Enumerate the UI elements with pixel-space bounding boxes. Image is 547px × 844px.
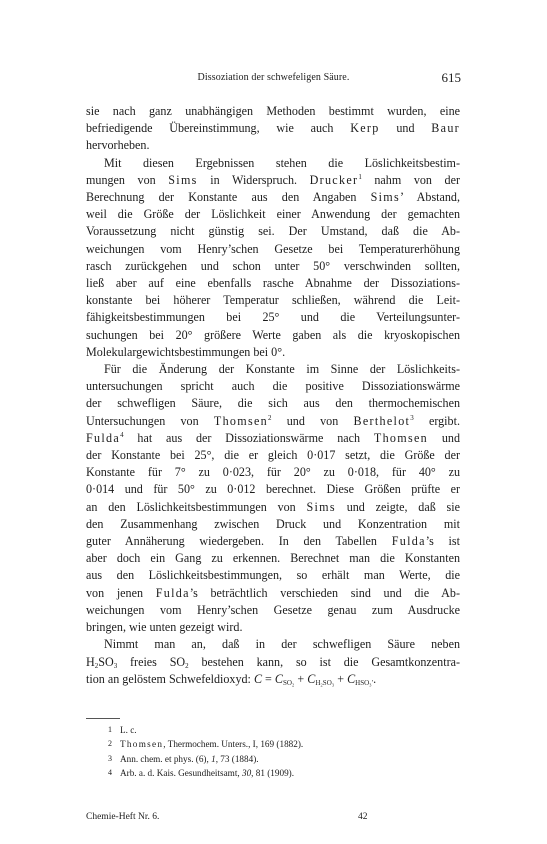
text-run: der schwefligen Säure, die sich aus den thermochemischen xyxy=(86,396,460,411)
italic-text: C xyxy=(274,671,283,686)
text-run: und xyxy=(428,430,460,445)
text-line xyxy=(86,413,460,430)
author-name: Berthelot xyxy=(353,413,411,428)
text-line xyxy=(86,378,460,395)
footnote-number: 2 xyxy=(108,739,112,749)
page-number: 615 xyxy=(441,70,461,85)
text-line xyxy=(86,619,460,636)
text-line xyxy=(86,275,460,292)
text-run: Ann. chem. et phys. (6), xyxy=(120,753,212,764)
text-run: L. c. xyxy=(120,725,137,735)
text-line xyxy=(86,395,460,412)
text-run: Für die Änderung der Konstante im Sinne der Löslichkeits- xyxy=(104,362,460,377)
text-run: sie nach ganz unabhängigen Methoden bestimmt wurden, eine xyxy=(86,104,460,118)
text-line xyxy=(86,464,460,481)
text-line xyxy=(86,137,460,154)
running-title: Dissoziation der schwefeligen Säure. xyxy=(197,72,350,83)
text-line xyxy=(86,671,460,688)
author-name: Sims xyxy=(306,499,336,514)
text-run: + xyxy=(334,671,348,686)
text-run: hervorheben. xyxy=(86,138,150,153)
text-line xyxy=(86,533,460,550)
footnote xyxy=(108,737,460,751)
text-run: weichungen vom Henry’schen Gesetze genau zum Ausdrucke xyxy=(86,602,460,617)
text-run: nahm von der xyxy=(361,172,460,187)
subscript: HSO₃′ xyxy=(355,678,374,687)
subscript: 3 xyxy=(113,661,118,670)
text-line xyxy=(86,361,460,378)
text-run: , Thermochem. Unters., I, 169 (1882). xyxy=(163,739,304,750)
text-run: freies SO xyxy=(117,654,186,669)
paragraph xyxy=(86,155,460,361)
subscript: H₂SO₃ xyxy=(315,678,335,687)
text-run: , 73 (1884). xyxy=(215,753,259,764)
text-run: aus den Löslichkeitsbestimmungen, so erhält man Werte, die xyxy=(86,568,460,583)
text-run: SO xyxy=(98,654,114,669)
text-line xyxy=(86,189,460,206)
author-name: Fulda xyxy=(155,585,190,600)
text-run: fähigkeitsbestimmungen bei 25° und die Verteilungsunter- xyxy=(86,310,460,325)
text-run: der Konstante bei 25°, die er gleich 0·017 setzt, die Größe der xyxy=(86,448,460,463)
text-line xyxy=(86,636,460,653)
text-run: untersuchungen spricht auch die positive Dissoziationswärme xyxy=(86,379,460,394)
sheet-number: 42 xyxy=(358,812,368,822)
footnote xyxy=(108,766,460,780)
text-run: und von xyxy=(271,413,354,428)
text-run: weichungen vom Henry’schen Gesetze bei Temperaturerhöhung xyxy=(86,241,460,256)
text-line xyxy=(86,654,460,671)
text-line xyxy=(86,447,460,464)
text-line xyxy=(86,430,460,447)
text-run: ergibt. xyxy=(413,413,460,428)
footnote-number: 4 xyxy=(108,768,112,778)
signature-mark: Chemie-Heft Nr. 6. xyxy=(86,812,160,822)
text-run: befriedigende Übereinstimmung, wie auch xyxy=(86,121,351,136)
text-run: tion an gelöstem Schwefeldioxyd: xyxy=(86,671,254,686)
subscript: 2 xyxy=(94,661,99,670)
footnote-ref: 2 xyxy=(268,413,272,422)
author-name: Drucker xyxy=(309,172,359,187)
text-run: Arb. a. d. Kais. Gesundheitsamt, xyxy=(120,768,242,779)
text-line xyxy=(86,120,460,137)
text-line xyxy=(86,292,460,309)
footnote xyxy=(108,752,460,766)
footnote xyxy=(108,723,460,737)
footnote-number: 1 xyxy=(108,725,112,734)
body-text xyxy=(86,103,460,688)
italic-text: C xyxy=(307,671,316,686)
text-run: guter Annäherung wiedergeben. In den Tabellen xyxy=(86,534,392,549)
text-line xyxy=(86,223,460,240)
footnote-ref: 4 xyxy=(120,430,124,439)
author-name: Thomsen xyxy=(213,413,268,428)
text-line xyxy=(86,585,460,602)
text-line xyxy=(86,602,460,619)
author-name: Kerp xyxy=(350,121,380,136)
text-run: bestehen kann, so ist die Gesamtkonzentra- xyxy=(188,654,460,669)
text-run: ’s beträchtlich verschieden sind und die Ab- xyxy=(189,585,460,600)
text-line xyxy=(86,481,460,498)
text-line xyxy=(86,103,460,120)
author-name: Thomsen xyxy=(373,430,428,445)
author-name: Baur xyxy=(431,121,460,136)
text-run: rasch zurückgehen und schon unter 50° verschwinden sollten, xyxy=(86,258,460,273)
text-run: 0·014 und für 50° zu 0·012 berechnet. Diese Größen prüfte er xyxy=(86,482,460,497)
text-run: ’ Abstand, xyxy=(400,190,460,205)
text-run: konstante bei höherer Temperatur schließen, während die Leit- xyxy=(86,293,460,308)
text-line xyxy=(86,155,460,172)
italic-text: C xyxy=(253,671,263,686)
author-name: Thomsen xyxy=(120,739,164,750)
text-run: suchungen bei 20° größere Werte gaben als die kryoskopischen xyxy=(86,327,460,342)
text-run: aber doch ein Gang zu erkennen. Berechnet man die Konstanten xyxy=(86,551,460,566)
text-line xyxy=(86,241,460,258)
text-run: . xyxy=(373,671,377,686)
footnote-ref: 1 xyxy=(358,172,362,181)
text-run: , 81 (1909). xyxy=(251,768,295,779)
text-run: ließ aber auf eine ebenfalls rasche Abnahme der Dissoziations- xyxy=(86,276,460,291)
paragraph xyxy=(86,361,460,636)
text-line xyxy=(86,258,460,275)
author-name: Sims xyxy=(168,172,198,187)
text-run: Untersuchungen von xyxy=(86,413,214,428)
text-run: hat aus der Dissoziationswärme nach xyxy=(123,430,374,445)
italic-text: 30 xyxy=(241,768,252,779)
paragraph xyxy=(86,636,460,688)
text-line xyxy=(86,567,460,584)
text-run: Berechnung der Konstante aus den Angaben xyxy=(86,190,371,205)
text-line xyxy=(86,309,460,326)
text-run: Konstante für 7° zu 0·023, für 20° zu 0·018, für 40° zu xyxy=(86,465,460,480)
text-run: weil die Größe der Löslichkeit einer Anwendung der gemachten xyxy=(86,207,460,222)
text-line xyxy=(86,516,460,533)
author-name: Fulda xyxy=(86,430,121,445)
text-line xyxy=(86,206,460,223)
footnote-ref: 3 xyxy=(410,413,414,422)
subscript: 2 xyxy=(185,661,189,670)
text-line xyxy=(86,327,460,344)
text-line xyxy=(86,344,460,361)
footnote-rule xyxy=(86,718,120,719)
text-run: Voraussetzung nicht günstig sei. Der Umstand, daß die Ab- xyxy=(86,224,460,239)
author-name: Fulda xyxy=(391,534,426,549)
text-run: H xyxy=(86,654,95,669)
text-run: bringen, wie unten gezeigt wird. xyxy=(86,620,243,635)
running-header xyxy=(86,70,461,86)
subscript: SO₂ xyxy=(282,678,295,687)
text-run: den Zusammenhang zwischen Druck und Konzentration mit xyxy=(86,516,460,531)
text-run: ’s ist xyxy=(425,534,460,549)
author-name: Sims xyxy=(370,190,401,205)
text-run: Mit diesen Ergebnissen stehen die Löslichkeitsbestim- xyxy=(104,155,460,170)
text-run: = xyxy=(262,671,275,686)
text-run: Molekulargewichtsbestimmungen bei 0°. xyxy=(86,344,286,359)
italic-text: C xyxy=(347,671,356,686)
text-run: mungen von xyxy=(86,172,169,187)
text-run: Nimmt man an, daß in der schwefligen Säure neben xyxy=(104,637,460,652)
footnote-number: 3 xyxy=(108,753,112,763)
text-run: von jenen xyxy=(86,585,156,600)
page-footer xyxy=(86,812,461,826)
paragraph xyxy=(86,103,460,155)
text-run: + xyxy=(294,671,308,686)
italic-text: 1 xyxy=(211,753,216,764)
text-line xyxy=(86,172,460,189)
text-run: und xyxy=(379,121,432,136)
text-run: in Widerspruch. xyxy=(197,172,310,187)
footnotes xyxy=(108,723,460,781)
text-line xyxy=(86,499,460,516)
text-run: an den Löslichkeitsbestimmungen von xyxy=(86,499,307,514)
text-run: und zeigte, daß sie xyxy=(335,499,460,514)
text-line xyxy=(86,550,460,567)
